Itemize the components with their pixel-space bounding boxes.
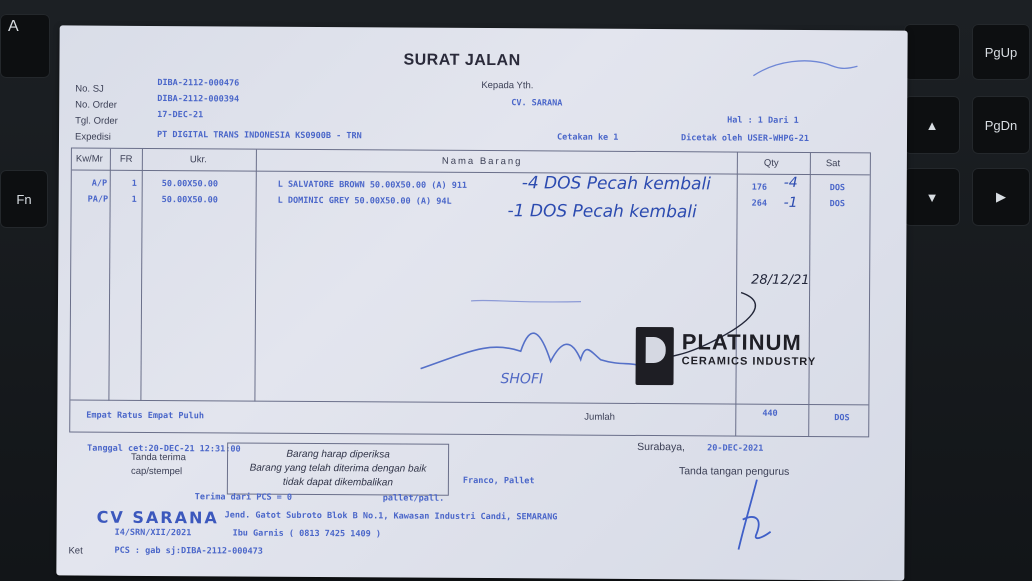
row1-qty: 176	[751, 182, 768, 193]
table-footer	[70, 399, 868, 437]
key-pgup[interactable]: PgUp	[972, 24, 1030, 80]
contact-ref: I4/SRN/XII/2021	[114, 527, 192, 539]
notice-line: tidak dapat dikembalikan	[282, 476, 393, 489]
label-no-order: No. Order	[75, 99, 117, 111]
handwritten-note-1: -4 DOS Pecah kembali	[521, 173, 711, 195]
key-pgdn[interactable]: PgDn	[972, 96, 1030, 154]
col-qty: Qty	[763, 157, 779, 169]
handwritten-note-2: -1 DOS Pecah kembali	[507, 201, 697, 223]
terbilang: Empat Ratus Empat Puluh	[86, 410, 205, 422]
jumlah-unit: DOS	[834, 413, 850, 424]
value-expedisi: PT DIGITAL TRANS INDONESIA KS0900B - TRN	[156, 130, 362, 142]
col-sat: Sat	[825, 158, 841, 170]
col-divider	[140, 149, 143, 401]
cetakan-ke: Cetakan ke 1	[556, 132, 619, 143]
foot-divider	[808, 405, 809, 437]
row1-kw: A/P	[91, 178, 108, 189]
handwritten-name: SHOFI	[500, 371, 544, 388]
tanda-terima: Tanda terima	[131, 451, 187, 464]
value-tgl-order: 17-DEC-21	[157, 110, 204, 121]
logo-name: PLATINUM	[681, 329, 802, 355]
key-down[interactable]: ▼	[904, 168, 960, 226]
customer-name: CV. SARANA	[511, 98, 563, 109]
city-date: 20-DEC-2021	[707, 443, 764, 454]
notice-box	[227, 442, 449, 495]
key-a[interactable]: A	[0, 14, 50, 78]
row2-kw: PA/P	[87, 194, 109, 205]
key-fn[interactable]: Fn	[0, 170, 48, 228]
row2-ukr: 50.00X50.00	[161, 195, 218, 206]
row1-nama: L SALVATORE BROWN 50.00X50.00 (A) 911	[277, 179, 468, 191]
address: Jend. Gatot Subroto Blok B No.1, Kawasan Industri Candi, SEMARANG	[224, 510, 558, 523]
handwritten-qty-2: -1	[783, 194, 798, 211]
table-header	[72, 148, 870, 175]
jumlah-label: Jumlah	[584, 411, 615, 423]
label-no-sj: No. SJ	[75, 83, 104, 95]
row2-fr: 1	[131, 194, 137, 205]
platinum-logo	[635, 327, 845, 388]
key-right[interactable]: ▶	[972, 168, 1030, 226]
cap-stempel: cap/stempel	[130, 465, 183, 478]
row2-sat: DOS	[829, 199, 846, 210]
dicetak-oleh: Dicetak oleh USER-WHPG-21	[680, 133, 809, 144]
foot-divider	[735, 405, 736, 437]
col-kwmr: Kw/Mr	[75, 153, 103, 165]
handwritten-date: 28/12/21	[751, 272, 810, 289]
franco-pallet: Franco, Pallet	[462, 475, 535, 487]
delivery-note-paper	[56, 25, 907, 580]
logo-subtitle: CERAMICS INDUSTRY	[681, 355, 817, 369]
doc-title: SURAT JALAN	[403, 51, 521, 70]
ket-label: Ket	[68, 545, 83, 557]
top-right-scribble	[747, 50, 867, 91]
col-divider	[108, 149, 111, 401]
row1-ukr: 50.00X50.00	[161, 179, 219, 190]
platinum-logo-mark-icon	[636, 327, 674, 385]
row1-fr: 1	[131, 178, 137, 189]
col-nama-barang: Nama Barang	[441, 155, 523, 168]
col-divider	[254, 150, 257, 402]
manager-signature	[726, 473, 786, 553]
tanda-tangan-pengurus: Tanda tangan pengurus	[678, 465, 790, 478]
handwritten-qty-1: -4	[783, 174, 798, 191]
stamp-sarana: CV SARANA	[96, 507, 219, 528]
page-indicator: Hal : 1 Dari 1	[727, 115, 799, 126]
kepada-label: Kepada Yth.	[481, 79, 534, 92]
terima-pcs: Terima dari PCS = 0	[194, 492, 293, 503]
col-ukr: Ukr.	[189, 154, 207, 166]
pallet-note: pallet/pall.	[382, 493, 445, 504]
value-no-sj: DIBA-2112-000476	[157, 78, 240, 89]
jumlah-value: 440	[762, 408, 778, 419]
contact: Ibu Garnis ( 0813 7425 1409 )	[232, 528, 382, 540]
key-blank-top[interactable]	[904, 24, 960, 80]
key-up[interactable]: ▲	[904, 96, 960, 154]
print-timestamp: Tanggal cet:20-DEC-21 12:31:00	[87, 443, 241, 455]
city-label: Surabaya,	[637, 440, 686, 454]
col-fr: FR	[119, 153, 133, 165]
value-no-order: DIBA-2112-000394	[157, 94, 240, 105]
label-expedisi: Expedisi	[74, 131, 111, 143]
row1-sat: DOS	[829, 183, 846, 194]
pcs-reference: PCS : gab sj:DIBA-2112-000473	[114, 545, 263, 557]
row2-nama: L DOMINIC GREY 50.00X50.00 (A) 94L	[277, 195, 452, 207]
notice-line: Barang harap diperiksa	[286, 448, 390, 461]
notice-line: Barang yang telah diterima dengan baik	[249, 462, 427, 475]
items-table	[69, 147, 871, 437]
label-tgl-order: Tgl. Order	[75, 115, 118, 127]
row2-qty: 264	[751, 198, 768, 209]
